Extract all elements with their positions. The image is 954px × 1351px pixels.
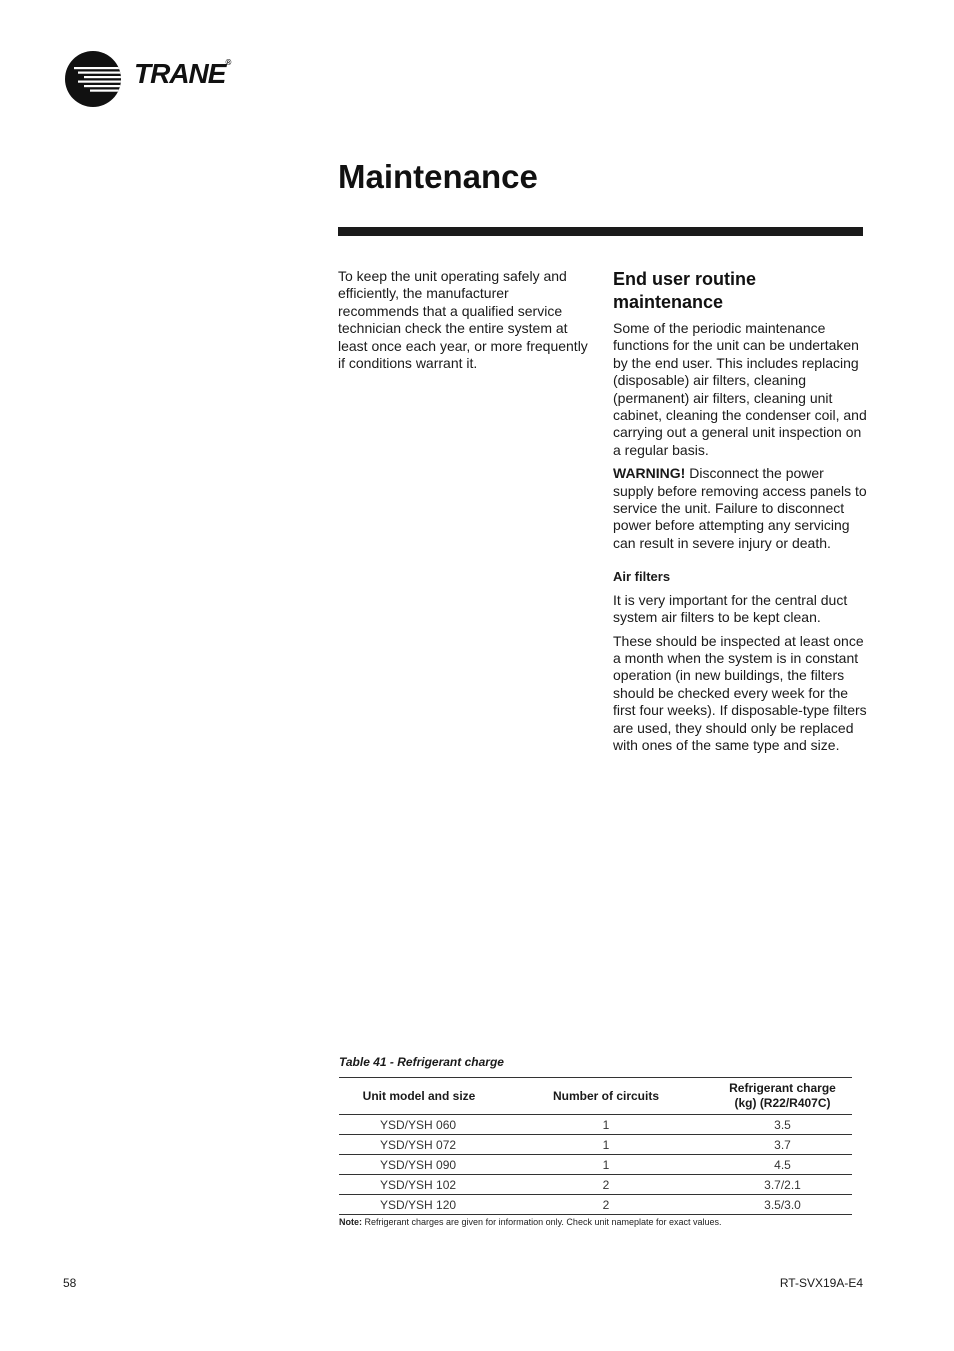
- table-row: [339, 1155, 852, 1175]
- maintenance-column: [613, 268, 868, 760]
- intro-paragraph: To keep the unit operating safely and efficiently, the manufacturer recommends that a qualified service technician check the entire system at least once each year, or more frequently if conditions warrant it.: [338, 268, 588, 372]
- cell-circuits: 1: [499, 1155, 713, 1175]
- cell-model: YSD/YSH 090: [339, 1155, 499, 1175]
- cell-charge: 3.5: [713, 1115, 852, 1135]
- cell-model: YSD/YSH 120: [339, 1195, 499, 1215]
- cell-circuits: 2: [499, 1195, 713, 1215]
- table-note: [339, 1217, 722, 1227]
- table-row: [339, 1175, 852, 1195]
- table-row: [339, 1115, 852, 1135]
- cell-model: YSD/YSH 102: [339, 1175, 499, 1195]
- header-refrigerant-charge: Refrigerant charge (kg) (R22/R407C): [713, 1078, 852, 1115]
- brand-wordmark: TRANE®: [134, 58, 231, 89]
- cell-circuits: 1: [499, 1115, 713, 1135]
- table-row: [339, 1195, 852, 1215]
- cell-charge: 4.5: [713, 1155, 852, 1175]
- note-label: Note:: [339, 1217, 362, 1227]
- registered-mark: ®: [225, 58, 231, 67]
- cell-charge: 3.7: [713, 1135, 852, 1155]
- cell-charge: 3.7/2.1: [713, 1175, 852, 1195]
- cell-model: YSD/YSH 060: [339, 1115, 499, 1135]
- cell-model: YSD/YSH 072: [339, 1135, 499, 1155]
- warning-text: Disconnect the power supply before removing access panels to service the unit. Failure to disconnect power before attempting any servicing can result in severe injury or death.: [613, 465, 867, 551]
- table-caption: Table 41 - Refrigerant charge: [339, 1055, 504, 1069]
- table-row: [339, 1135, 852, 1155]
- header-circuits: Number of circuits: [499, 1078, 713, 1115]
- cell-charge: 3.5/3.0: [713, 1195, 852, 1215]
- title-rule: [338, 227, 863, 236]
- cell-circuits: 1: [499, 1135, 713, 1155]
- note-text: Refrigerant charges are given for information only. Check unit nameplate for exact values.: [362, 1217, 722, 1227]
- warning-paragraph: [613, 465, 868, 552]
- end-user-heading: End user routine maintenance: [613, 269, 757, 312]
- intro-column: [338, 268, 593, 378]
- air-filters-heading: Air filters: [613, 569, 671, 585]
- refrigerant-table: [339, 1077, 852, 1215]
- table-header-row: [339, 1078, 852, 1115]
- page-title: Maintenance: [338, 158, 538, 195]
- warning-label: WARNING!: [613, 465, 686, 482]
- document-id: RT-SVX19A-E4: [779, 1276, 863, 1290]
- cell-circuits: 2: [499, 1175, 713, 1195]
- end-user-paragraph: Some of the periodic maintenance functions for the unit can be undertaken by the end user. This includes replacing (disposable) air filters, cleaning (permanent) air filters, cleaning unit cabinet, cleaning the condenser coil, and carrying out a general unit inspection on a regular basis.: [613, 320, 867, 458]
- header-unit-model: Unit model and size: [339, 1078, 499, 1115]
- air-filters-paragraph-2: These should be inspected at least once a month when the system is in constant operation (in new buildings, the filters should be checked every week for the first four weeks). If disposable-type filters are used, they should only be replaced with ones of the same type and size.: [613, 632, 867, 753]
- page-number: 58: [63, 1276, 77, 1290]
- air-filters-paragraph-1: It is very important for the central duct system air filters to be kept clean.: [613, 591, 848, 626]
